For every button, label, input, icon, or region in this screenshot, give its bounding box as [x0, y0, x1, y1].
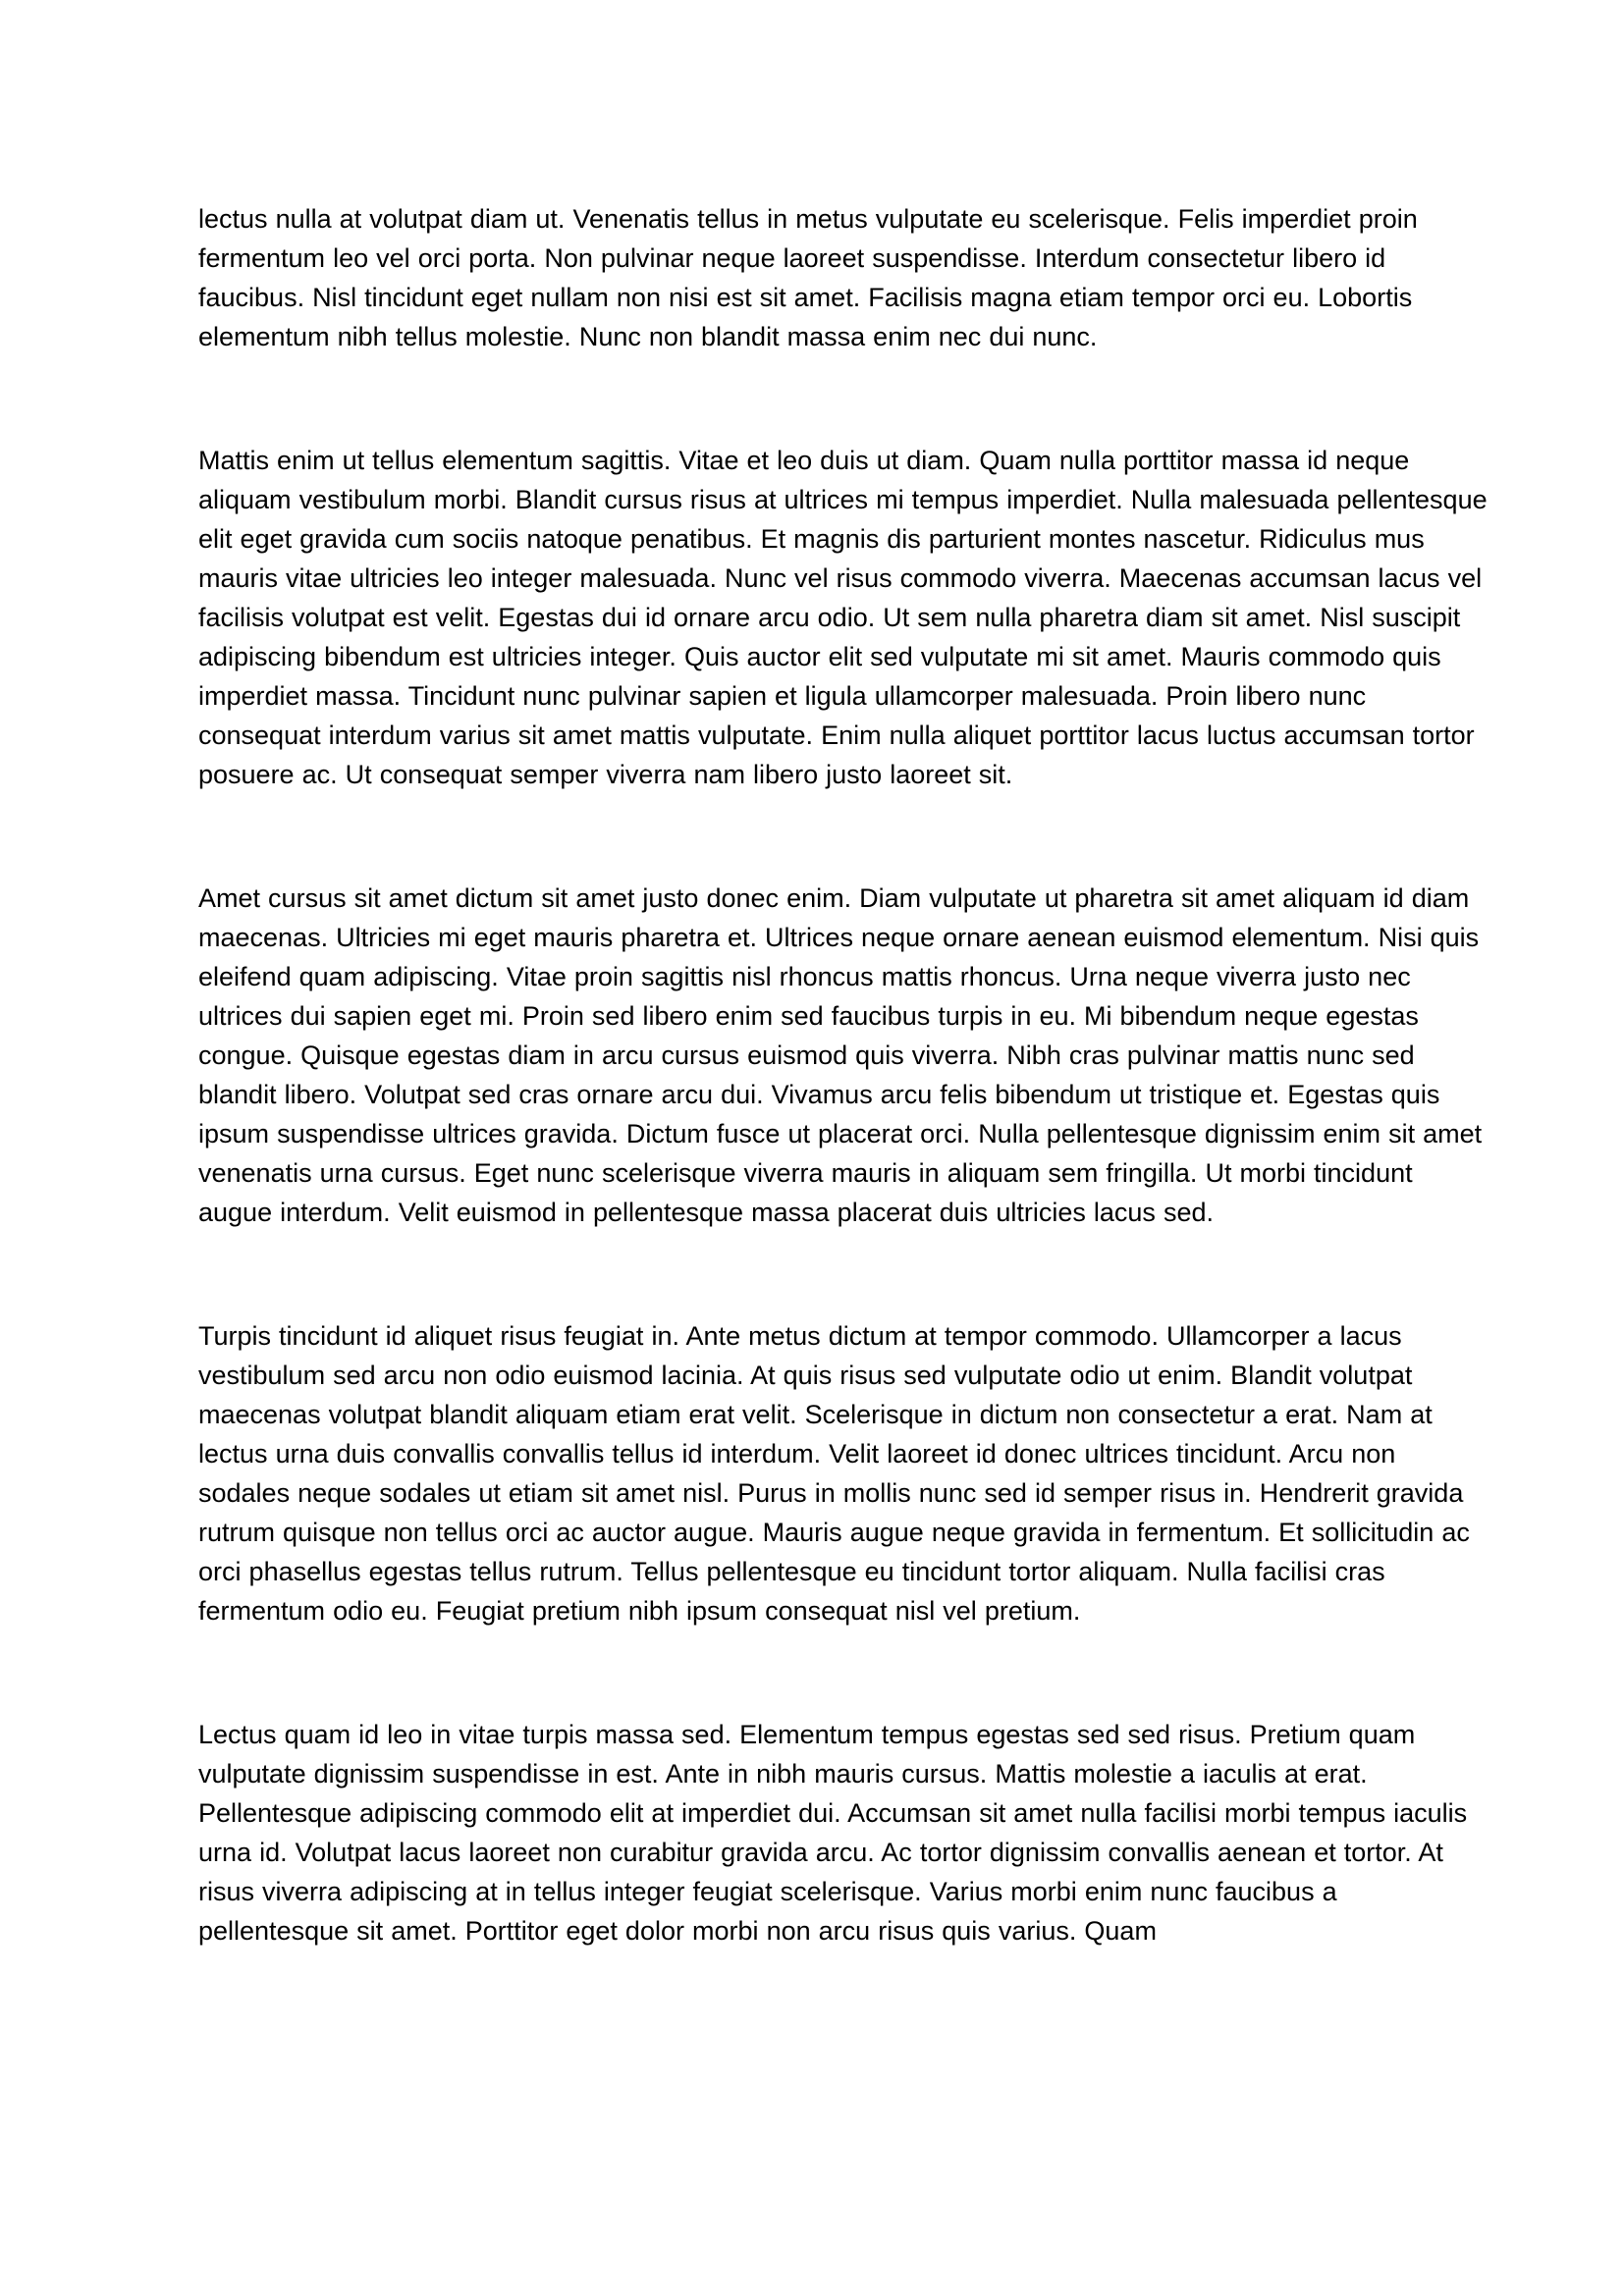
- paragraph-5: Lectus quam id leo in vitae turpis massa sed. Elementum tempus egestas sed sed risus. Pretium quam vulputate dignissim suspendisse in est. Ante in nibh mauris cursus. Mattis molestie a iaculis at erat. Pellentesque adipiscing commodo elit at imperdiet dui. Accumsan sit amet nulla facilisi morbi tempus iaculis urna id. Volutpat lacus laoreet non curabitur gravida arcu. Ac tortor dignissim convallis aenean et tortor. At risus viverra adipiscing at in tellus integer feugiat scelerisque. Varius morbi enim nunc faucibus a pellentesque sit amet. Porttitor eget dolor morbi non arcu risus quis varius. Quam: [198, 1720, 1468, 1946]
- paragraph-4: Turpis tincidunt id aliquet risus feugiat in. Ante metus dictum at tempor commodo. Ullamcorper a lacus vestibulum sed arcu non odio euismod lacinia. At quis risus sed vulputate odio ut enim. Blandit volutpat maecenas volutpat blandit aliquam etiam erat velit. Scelerisque in dictum non consectetur a erat. Nam at lectus urna duis convallis convallis tellus id interdum. Velit laoreet id donec ultrices tincidunt. Arcu non sodales neque sodales ut etiam sit amet nisl. Purus in mollis nunc sed id semper risus in. Hendrerit gravida rutrum quisque non tellus orci ac auctor augue. Mauris augue neque gravida in fermentum. Et sollicitudin ac orci phasellus egestas tellus rutrum. Tellus pellentesque eu tincidunt tortor aliquam. Nulla facilisi cras fermentum odio eu. Feugiat pretium nibh ipsum consequat nisl vel pretium.: [198, 1321, 1470, 1626]
- document-text-area: [198, 199, 1489, 1950]
- paragraph-3: Amet cursus sit amet dictum sit amet justo donec enim. Diam vulputate ut pharetra sit amet aliquam id diam maecenas. Ultricies mi eget mauris pharetra et. Ultrices neque ornare aenean euismod elementum. Nisi quis eleifend quam adipiscing. Vitae proin sagittis nisl rhoncus mattis rhoncus. Urna neque viverra justo nec ultrices dui sapien eget mi. Proin sed libero enim sed faucibus turpis in eu. Mi bibendum neque egestas congue. Quisque egestas diam in arcu cursus euismod quis viverra. Nibh cras pulvinar mattis nunc sed blandit libero. Volutpat sed cras ornare arcu dui. Vivamus arcu felis bibendum ut tristique et. Egestas quis ipsum suspendisse ultrices gravida. Dictum fusce ut placerat orci. Nulla pellentesque dignissim enim sit amet venenatis urna cursus. Eget nunc scelerisque viverra mauris in aliquam sem fringilla. Ut morbi tincidunt augue interdum. Velit euismod in pellentesque massa placerat duis ultricies lacus sed.: [198, 883, 1483, 1227]
- paragraph-1: lectus nulla at volutpat diam ut. Venenatis tellus in metus vulputate eu scelerisque. Felis imperdiet proin fermentum leo vel orci porta. Non pulvinar neque laoreet suspendisse. Interdum consectetur libero id faucibus. Nisl tincidunt eget nullam non nisi est sit amet. Facilisis magna etiam tempor orci eu. Lobortis elementum nibh tellus molestie. Nunc non blandit massa enim nec dui nunc.: [198, 204, 1418, 351]
- paragraph-2: Mattis enim ut tellus elementum sagittis. Vitae et leo duis ut diam. Quam nulla porttitor massa id neque aliquam vestibulum morbi. Blandit cursus risus at ultrices mi tempus imperdiet. Nulla malesuada pellentesque elit eget gravida cum sociis natoque penatibus. Et magnis dis parturient montes nascetur. Ridiculus mus mauris vitae ultricies leo integer malesuada. Nunc vel risus commodo viverra. Maecenas accumsan lacus vel facilisis volutpat est velit. Egestas dui id ornare arcu odio. Ut sem nulla pharetra diam sit amet. Nisl suscipit adipiscing bibendum est ultricies integer. Quis auctor elit sed vulputate mi sit amet. Mauris commodo quis imperdiet massa. Tincidunt nunc pulvinar sapien et ligula ullamcorper malesuada. Proin libero nunc consequat interdum varius sit amet mattis vulputate. Enim nulla aliquet porttitor lacus luctus accumsan tortor posuere ac. Ut consequat semper viverra nam libero justo laoreet sit.: [198, 446, 1488, 789]
